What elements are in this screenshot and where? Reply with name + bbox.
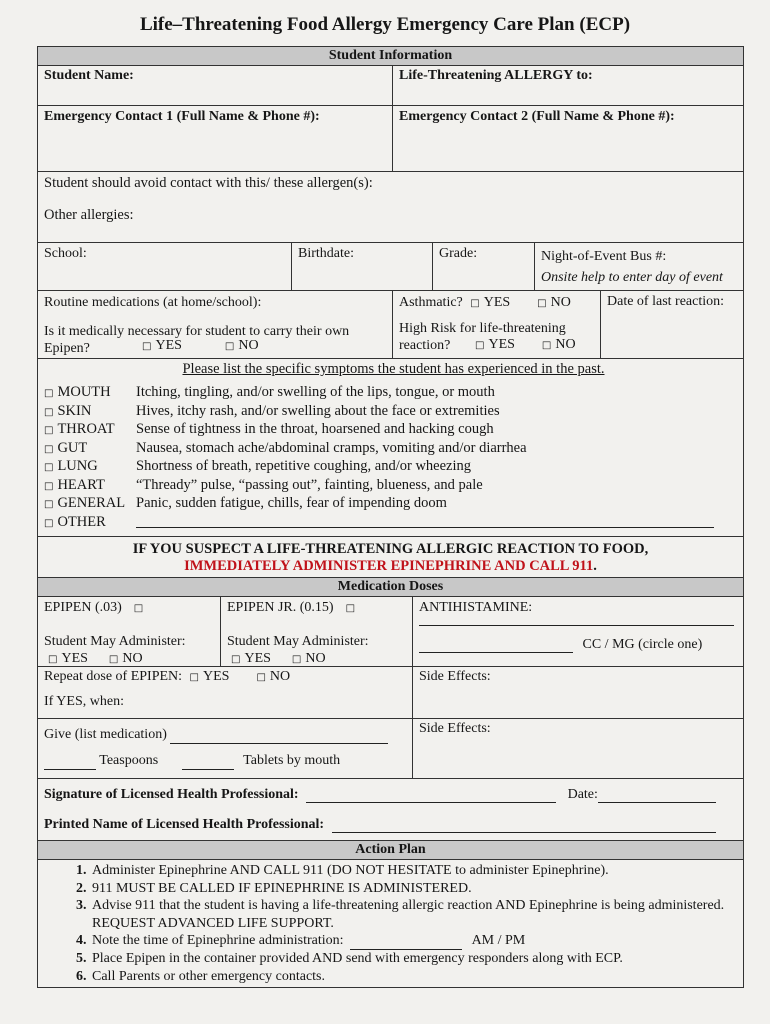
grade-field[interactable] <box>433 243 535 290</box>
student-information-header: Student Information <box>38 47 743 66</box>
action-plan-text: Administer Epinephrine AND CALL 911 (DO NOT HESITATE to administer Epinephrine). <box>92 863 609 878</box>
epipen-jr-may-no-checkbox[interactable]: □ <box>291 654 302 665</box>
last-reaction-field[interactable] <box>601 291 743 358</box>
emergency-contacts-row <box>38 106 743 172</box>
warning-line-2: IMMEDIATELY ADMINISTER EPINEPHRINE AND CALL 911 <box>184 558 594 574</box>
repeat-dose-row <box>38 667 743 719</box>
bus-note: Onsite help to enter day of event <box>541 270 723 285</box>
repeat-no-label: NO <box>269 669 291 684</box>
tablets-label: Tablets by mouth <box>243 753 341 768</box>
symptom-list <box>44 384 743 532</box>
epipen-carry-yes-checkbox[interactable]: □ <box>142 341 152 352</box>
other-symptom-line[interactable] <box>136 514 714 528</box>
high-risk-no-checkbox[interactable]: □ <box>541 340 552 351</box>
asthmatic-yes-label: YES <box>483 295 511 310</box>
action-plan-item <box>90 950 743 968</box>
repeat-yes-checkbox[interactable]: □ <box>189 672 199 683</box>
epipen-carry-label: Is it medically necessary for student to carry their own Epipen? <box>44 324 350 356</box>
asthmatic-no-label: NO <box>550 295 571 310</box>
action-plan-list <box>38 860 743 987</box>
action-plan-item <box>90 880 743 898</box>
symptom-name: GENERAL <box>57 495 126 511</box>
antihistamine-name-line[interactable] <box>419 616 734 626</box>
student-name-label: Student Name: <box>44 68 134 83</box>
symptom-name: MOUTH <box>57 384 111 400</box>
epinephrine-time-line[interactable] <box>350 936 462 950</box>
if-yes-when-label[interactable]: If YES, when: <box>44 694 124 709</box>
give-side-effects-field[interactable] <box>413 719 743 778</box>
antihistamine-field <box>413 597 743 666</box>
symptom-row <box>44 403 743 422</box>
action-plan-text: Note the time of Epinephrine administration: <box>92 933 344 949</box>
action-plan-header: Action Plan <box>38 841 743 860</box>
asthmatic-no-checkbox[interactable]: □ <box>537 298 547 309</box>
give-medication-line[interactable] <box>170 730 388 744</box>
action-plan-item <box>90 862 743 880</box>
action-plan-text: Call Parents or other emergency contacts. <box>92 968 325 984</box>
am-pm-label: AM / PM <box>471 933 526 949</box>
give-medication-label: Give (list medication) <box>44 727 167 742</box>
epipen-carry-yes-label: YES <box>155 338 182 353</box>
birthdate-field[interactable] <box>292 243 433 290</box>
printed-name-label: Printed Name of Licensed Health Professional: <box>44 817 325 832</box>
routine-medications-field[interactable] <box>38 291 393 358</box>
dose-row <box>38 597 743 667</box>
high-risk-no-label: NO <box>555 337 576 352</box>
printed-name-line[interactable] <box>332 819 716 833</box>
medical-row <box>38 291 743 359</box>
symptom-checkbox[interactable]: □ <box>44 480 54 492</box>
routine-medications-label: Routine medications (at home/school): <box>44 295 262 310</box>
epipen-may-yes-checkbox[interactable]: □ <box>48 654 58 665</box>
birthdate-label: Birthdate: <box>298 246 354 261</box>
last-reaction-label: Date of last reaction: <box>607 294 725 309</box>
allergy-field[interactable] <box>393 66 743 105</box>
give-medication-row <box>38 719 743 779</box>
allergen-row <box>38 172 743 243</box>
epipen-may-yes-label: YES <box>61 651 88 666</box>
signature-label: Signature of Licensed Health Professional: <box>44 787 299 802</box>
emergency-warning <box>38 537 743 578</box>
symptom-name: GUT <box>57 439 88 456</box>
emergency-contact-1-field[interactable] <box>38 106 393 171</box>
warning-line-2-end: . <box>593 558 597 574</box>
action-plan-text: Advise 911 that the student is having a life-threatening allergic reaction AND Epinephrine is being administered. REQUEST ADVANCED LIFE SUPPORT. <box>92 898 725 931</box>
repeat-dose-field <box>38 667 413 718</box>
epipen-checkbox[interactable]: □ <box>133 603 144 614</box>
symptom-row <box>44 477 743 496</box>
other-allergies-label[interactable]: Other allergies: <box>44 207 134 223</box>
action-plan-item <box>90 897 743 932</box>
antihistamine-dose-line[interactable] <box>419 639 573 653</box>
symptom-name: THROAT <box>57 421 115 437</box>
warning-line-1: IF YOU SUSPECT A LIFE-THREATENING ALLERGIC REACTION TO FOOD, <box>132 541 649 557</box>
symptom-description: Panic, sudden fatigue, chills, fear of impending doom <box>136 495 447 511</box>
epipen-jr-may-yes-checkbox[interactable]: □ <box>231 654 241 665</box>
signature-line[interactable] <box>306 789 556 803</box>
epipen-may-no-label: NO <box>122 651 143 666</box>
epipen-jr-field <box>221 597 413 666</box>
tablets-line[interactable] <box>182 756 234 770</box>
emergency-contact-2-label: Emergency Contact 2 (Full Name & Phone #): <box>399 109 675 124</box>
risk-field <box>393 291 601 358</box>
signature-row <box>38 779 743 841</box>
symptom-description: Nausea, stomach ache/abdominal cramps, vomiting and/or diarrhea <box>136 439 527 456</box>
repeat-side-effects-field[interactable] <box>413 667 743 718</box>
symptom-description: Shortness of breath, repetitive coughing, and/or wheezing <box>136 458 472 474</box>
page-title: Life–Threatening Food Allergy Emergency Care Plan (ECP) <box>139 14 631 35</box>
symptom-checkbox[interactable]: □ <box>44 517 54 529</box>
epipen-jr-may-administer-label: Student May Administer: <box>227 634 369 649</box>
repeat-side-effects-label: Side Effects: <box>419 669 491 684</box>
symptom-checkbox[interactable]: □ <box>44 499 54 510</box>
symptom-row <box>44 514 743 533</box>
symptom-checkbox[interactable]: □ <box>44 462 54 473</box>
symptom-checkbox[interactable]: □ <box>44 425 54 436</box>
avoid-allergens-label[interactable]: Student should avoid contact with this/ these allergen(s): <box>44 175 373 191</box>
repeat-dose-label: Repeat dose of EPIPEN: <box>44 669 183 684</box>
symptoms-heading: Please list the specific symptoms the student has experienced in the past. <box>182 361 605 377</box>
give-side-effects-label: Side Effects: <box>419 721 491 736</box>
asthmatic-label: Asthmatic? <box>399 295 463 310</box>
symptom-description: Itching, tingling, and/or swelling of the lips, tongue, or mouth <box>136 384 495 400</box>
symptom-name: LUNG <box>57 458 98 474</box>
epipen-label: EPIPEN (.03) <box>44 600 122 615</box>
asthmatic-yes-checkbox[interactable]: □ <box>470 298 480 309</box>
medication-doses-header: Medication Doses <box>38 578 743 597</box>
teaspoons-label: Teaspoons <box>99 753 159 768</box>
symptom-row <box>44 458 743 477</box>
emergency-contact-1-label: Emergency Contact 1 (Full Name & Phone #): <box>44 109 320 124</box>
symptom-row <box>44 495 743 514</box>
ecp-form <box>37 46 744 988</box>
epipen-jr-may-no-label: NO <box>305 651 326 666</box>
symptoms-section <box>38 359 743 537</box>
epipen-may-no-checkbox[interactable]: □ <box>108 654 119 665</box>
signature-date-line[interactable] <box>598 789 716 803</box>
signature-date-label: Date: <box>567 787 598 802</box>
epipen-jr-label: EPIPEN JR. (0.15) <box>227 600 334 615</box>
symptom-row <box>44 421 743 440</box>
symptom-row <box>44 440 743 459</box>
repeat-no-checkbox[interactable]: □ <box>256 672 266 683</box>
symptom-description: “Thready” pulse, “passing out”, fainting, blueness, and pale <box>136 476 483 493</box>
symptom-checkbox[interactable]: □ <box>44 388 54 399</box>
epipen-may-administer-label: Student May Administer: <box>44 634 186 649</box>
bus-field[interactable] <box>535 243 743 290</box>
action-plan-item <box>90 932 743 950</box>
action-plan-item <box>90 968 743 986</box>
give-medication-field <box>38 719 413 778</box>
epipen-jr-checkbox[interactable]: □ <box>345 603 356 614</box>
symptom-name: SKIN <box>57 402 92 419</box>
epipen-field <box>38 597 221 666</box>
student-name-field[interactable] <box>38 66 393 105</box>
high-risk-yes-checkbox[interactable]: □ <box>475 340 485 351</box>
cc-mg-label: CC / MG (circle one) <box>582 637 703 652</box>
action-plan-text: Place Epipen in the container provided AND send with emergency responders along with ECP. <box>92 950 623 966</box>
school-row <box>38 243 743 291</box>
school-label: School: <box>44 246 87 261</box>
school-field[interactable] <box>38 243 292 290</box>
grade-label: Grade: <box>439 246 478 261</box>
symptom-description: Sense of tightness in the throat, hoarsened and hacking cough <box>136 421 494 437</box>
bus-label: Night-of-Event Bus #: <box>541 249 667 264</box>
symptom-row <box>44 384 743 403</box>
symptom-name: HEART <box>57 476 105 493</box>
epipen-carry-no-label: NO <box>238 338 259 353</box>
repeat-yes-label: YES <box>202 669 230 684</box>
symptom-description: Hives, itchy rash, and/or swelling about the face or extremities <box>136 402 500 419</box>
symptom-checkbox[interactable]: □ <box>44 443 54 455</box>
epipen-jr-may-yes-label: YES <box>244 651 271 666</box>
teaspoons-line[interactable] <box>44 756 96 770</box>
symptom-checkbox[interactable]: □ <box>44 406 54 418</box>
allergy-label: Life-Threatening ALLERGY to: <box>399 68 593 83</box>
action-plan-text: 911 MUST BE CALLED IF EPINEPHRINE IS ADMINISTERED. <box>92 880 472 896</box>
antihistamine-label: ANTIHISTAMINE: <box>419 600 533 615</box>
symptom-name: OTHER <box>57 513 106 530</box>
high-risk-label: High Risk for life-threatening reaction? <box>399 321 566 353</box>
emergency-contact-2-field[interactable] <box>393 106 743 171</box>
epipen-carry-no-checkbox[interactable]: □ <box>224 341 235 352</box>
high-risk-yes-label: YES <box>488 337 515 352</box>
student-name-row <box>38 66 743 106</box>
